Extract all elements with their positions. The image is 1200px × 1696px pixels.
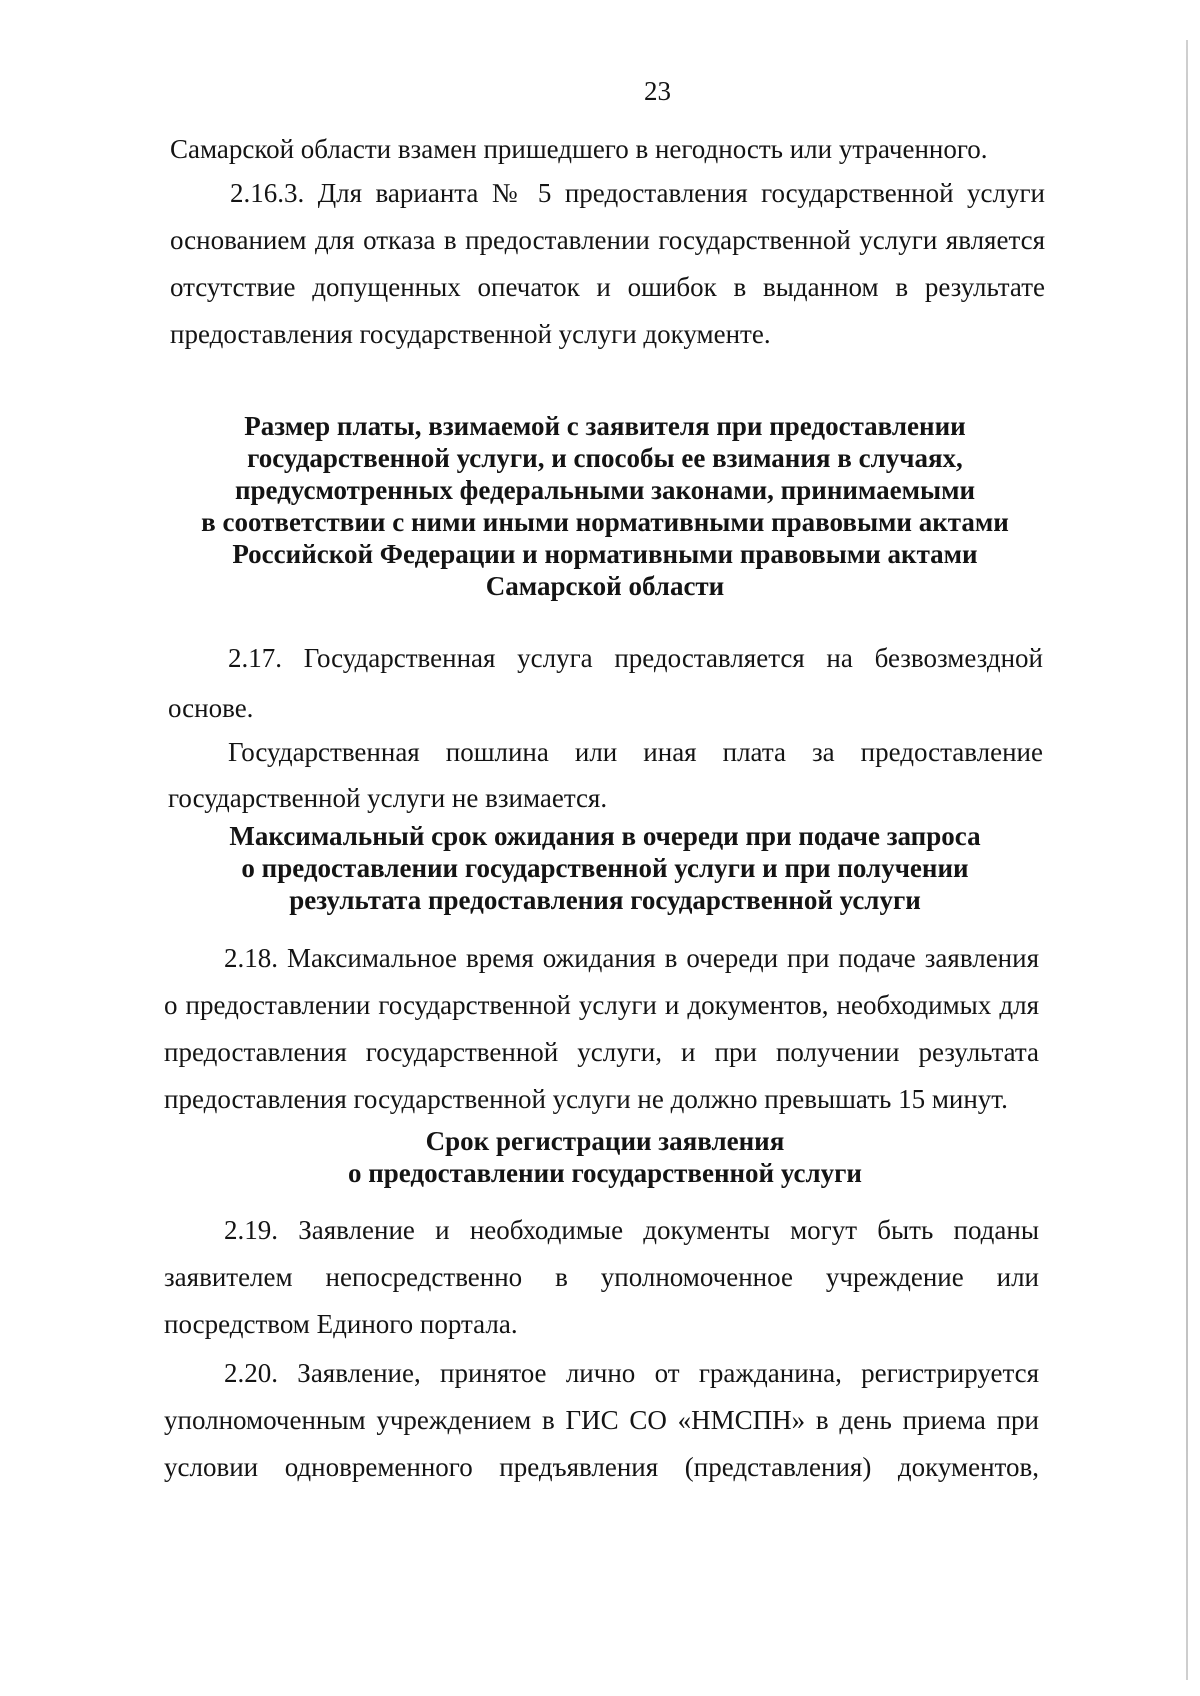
- heading-line: о предоставлении государственной услуги и при получении: [241, 853, 969, 883]
- paragraph-2-18: 2.18. Максимальное время ожидания в очереди при подаче заявления о предоставлении государственной услуги и документов, необходимых для предоставления государственной услуги, и при получении результата предоставления государственной услуги не должно превышать 15 минут.: [164, 943, 1039, 1114]
- paragraph-continuation: Самарской области взамен пришедшего в негодность или утраченного.: [170, 134, 988, 164]
- page-number: 23: [644, 76, 671, 106]
- paragraph-2-17: 2.17. Государственная услуга предоставляется на безвозмездной основе.: [168, 643, 1043, 723]
- heading-line: в соответствии с ними иными нормативными правовыми актами: [201, 507, 1009, 537]
- paragraph-fee: Государственная пошлина или иная плата за предоставление государственной услуги не взимается.: [168, 737, 1043, 813]
- heading-fee-size: [150, 410, 1060, 602]
- heading-waiting-time: [150, 820, 1060, 916]
- heading-line: государственной услуги, и способы ее взимания в случаях,: [247, 443, 963, 473]
- section-2-17: [168, 633, 1043, 821]
- section-2-19-2-20: [164, 1207, 1039, 1491]
- paragraph-2-16-3: 2.16.3. Для варианта № 5 предоставления государственной услуги основанием для отказа в предоставлении государственной услуги является отсутствие допущенных опечаток и ошибок в выданном в результате предоставления государственной услуги документе.: [170, 178, 1045, 349]
- heading-line: Срок регистрации заявления: [425, 1126, 785, 1156]
- heading-line: результата предоставления государственной услуги: [289, 885, 921, 915]
- scan-edge-line: [1186, 40, 1188, 1680]
- paragraph-2-20: 2.20. Заявление, принятое лично от гражданина, регистрируется уполномоченным учреждением в ГИС СО «НМСПН» в день приема при условии одновременного предъявления (представления) документов,: [164, 1358, 1039, 1482]
- section-2-18: [164, 935, 1039, 1123]
- heading-line: Максимальный срок ожидания в очереди при подаче запроса: [229, 821, 981, 851]
- heading-registration-term: [150, 1125, 1060, 1189]
- paragraph-2-19: 2.19. Заявление и необходимые документы могут быть поданы заявителем непосредственно в уполномоченное учреждение или посредством Единого портала.: [164, 1215, 1039, 1339]
- heading-line: Самарской области: [485, 571, 725, 601]
- heading-line: предусмотренных федеральными законами, принимаемыми: [234, 475, 976, 505]
- heading-line: Размер платы, взимаемой с заявителя при предоставлении: [244, 411, 966, 441]
- section-2-16-3: [170, 124, 1045, 358]
- heading-line: Российской Федерации и нормативными правовыми актами: [232, 539, 978, 569]
- heading-line: о предоставлении государственной услуги: [347, 1158, 862, 1188]
